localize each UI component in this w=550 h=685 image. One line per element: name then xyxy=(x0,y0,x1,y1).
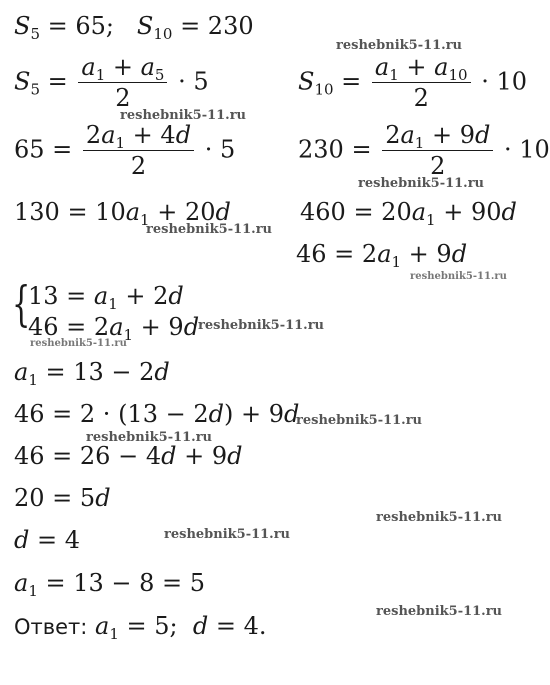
system-brace: { xyxy=(12,276,31,332)
fraction: $\frac{a_1 + a_5}{2}$ xyxy=(78,54,167,112)
fraction: $\frac{2a_1 + 9d}{2}$ xyxy=(382,122,493,180)
equation-130: $130 = 10a_1 + 20d$ xyxy=(14,198,231,229)
watermark: reshebnik5-11.ru xyxy=(146,222,273,237)
watermark: reshebnik5-11.ru xyxy=(296,413,423,428)
answer-line: Ответ: $a_1 = 5$; d = 4. xyxy=(14,612,267,643)
watermark: reshebnik5-11.ru xyxy=(376,604,503,619)
equation-460: $460 = 20a_1 + 90d$ xyxy=(300,198,517,229)
step-a1: $a_1 = 13 - 8 = 5$ xyxy=(14,569,206,600)
step-a1-expr: $a_1 = 13 - 2d$ xyxy=(14,358,170,389)
watermark: reshebnik5-11.ru xyxy=(336,38,463,53)
step-substitute: 46 = 2 · (13 − 2d) + 9d xyxy=(14,400,300,428)
step-d: d = 4 xyxy=(14,526,81,554)
watermark: reshebnik5-11.ru xyxy=(164,527,291,542)
system-eq-1: $13 = a_1 + 2d$ xyxy=(28,282,184,313)
watermark: reshebnik5-11.ru xyxy=(198,318,325,333)
sum-formula-s10: $S_{10}$ = $\frac{a_1 + a_{10}}{2}$ · 10 xyxy=(298,53,527,113)
step-simplify: 20 = 5d xyxy=(14,484,111,512)
watermark: reshebnik5-11.ru xyxy=(358,176,485,191)
equation-46: $46 = 2a_1 + 9d$ xyxy=(296,240,468,271)
watermark: reshebnik5-11.ru xyxy=(30,338,127,349)
sum-formula-s5: $S_5$ = $\frac{a_1 + a_5}{2}$ · 5 xyxy=(14,53,209,113)
watermark: reshebnik5-11.ru xyxy=(86,430,213,445)
equation-65: 65 = $\frac{2a_1 + 4d}{2}$ · 5 xyxy=(14,121,236,181)
watermark: reshebnik5-11.ru xyxy=(120,108,247,123)
fraction: $\frac{a_1 + a_{10}}{2}$ xyxy=(372,54,471,112)
given-values: $S_5 = 65$; $S_{10} = 230$ xyxy=(14,12,254,43)
fraction: $\frac{2a_1 + 4d}{2}$ xyxy=(83,122,194,180)
answer-label: Ответ: xyxy=(14,615,88,639)
system-eq-2: $46 = 2a_1 + 9d$ xyxy=(28,313,200,344)
watermark: reshebnik5-11.ru xyxy=(376,510,503,525)
step-expand: 46 = 26 − 4d + 9d xyxy=(14,442,243,470)
watermark: reshebnik5-11.ru xyxy=(410,271,507,282)
equation-230: 230 = $\frac{2a_1 + 9d}{2}$ · 10 xyxy=(298,121,550,181)
